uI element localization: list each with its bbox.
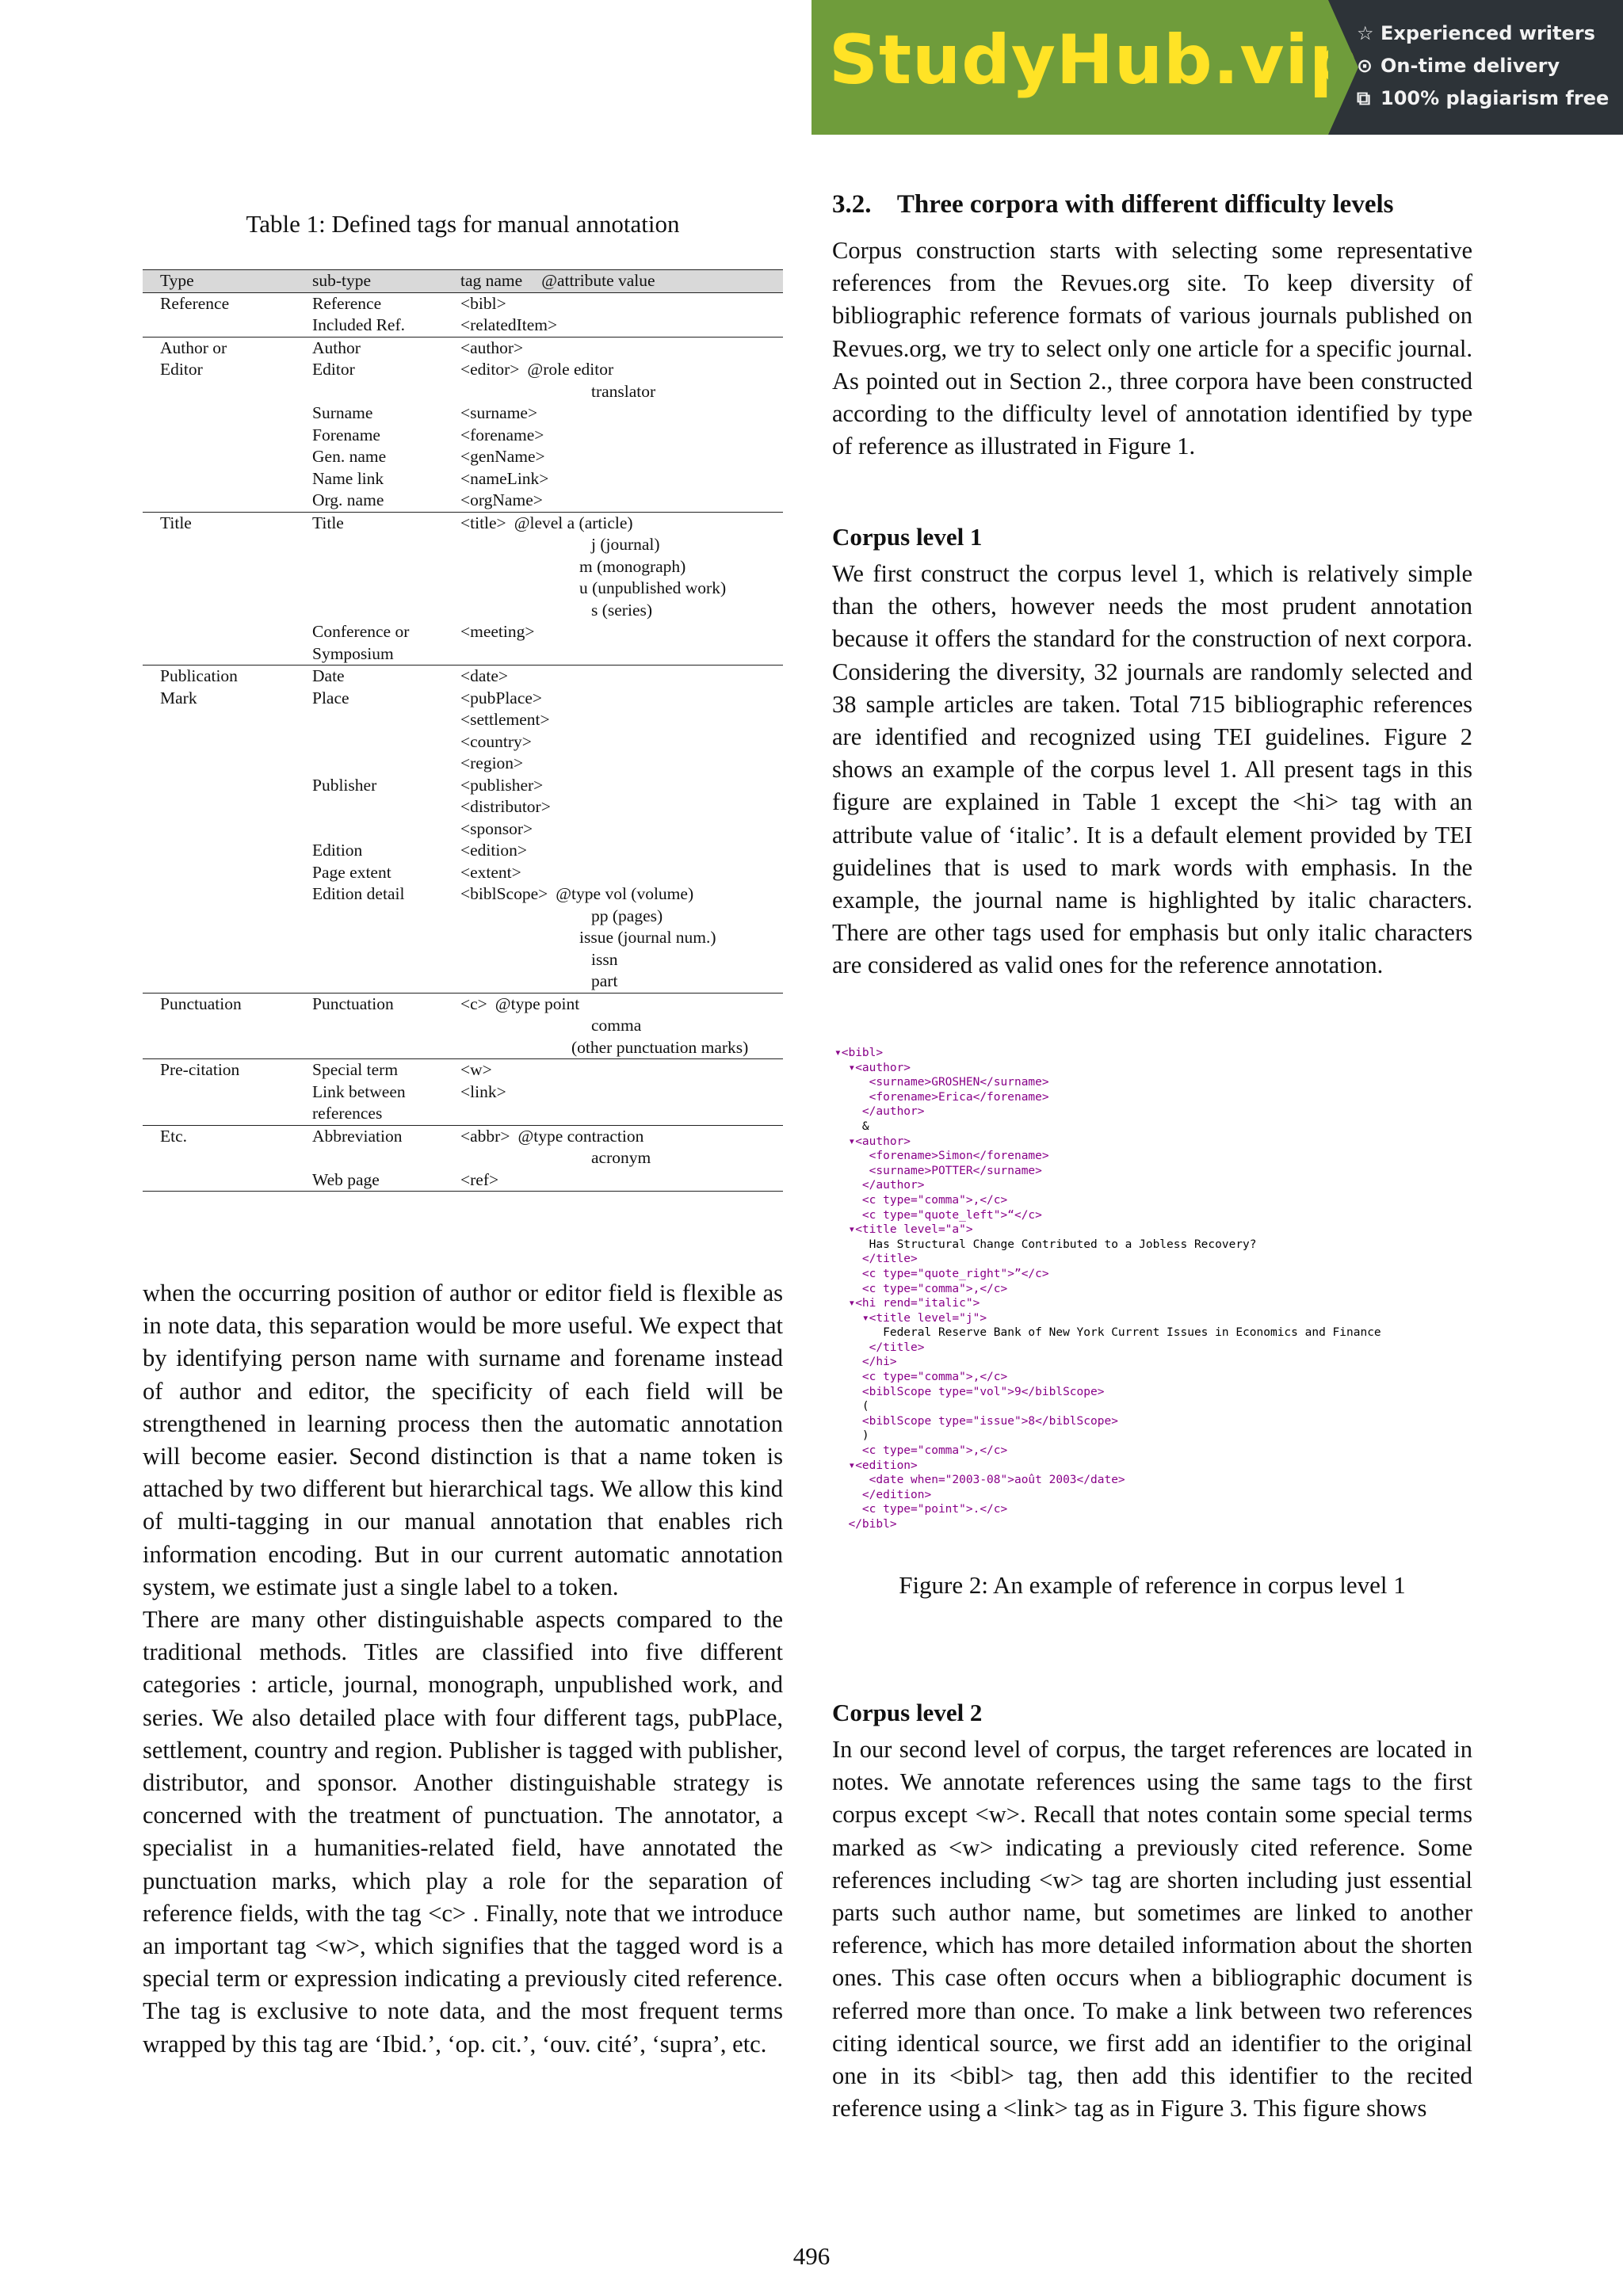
type-cell: Punctuation <box>143 993 295 1015</box>
table-row <box>143 621 783 643</box>
attribute-value: j (journal) <box>591 535 660 554</box>
tag-name: <pubPlace> <box>460 688 543 707</box>
subtype-cell: Date <box>295 666 443 688</box>
tag-cell <box>443 927 783 949</box>
tag-name: <edition> <box>460 841 527 860</box>
tag-cell <box>443 512 783 534</box>
table-header-cell: Type <box>143 270 295 293</box>
code-line: <biblScope type="vol">9</biblScope> <box>834 1385 1105 1398</box>
paragraph: when the occurring position of author or editor field is flexible as in note data, this separation would be more useful. We expect that by identifying person name with surname and forename instead of author and editor, the specificity of each field will be strengthened in learning process then the automatic annotation will become easier. Second distinction is that a name token is attached by two different but hierarchical tags. We allow this kind of multi-tagging in our manual annotation that enables rich information encoding. But in our current automatic annotation system, we estimate just a single label to a token. <box>143 1280 783 1600</box>
type-cell <box>143 818 295 841</box>
code-line: <c type="quote_right">”</c> <box>834 1267 1049 1280</box>
table-row <box>143 1037 783 1059</box>
subtype-cell <box>295 534 443 556</box>
code-line: <c type="comma">,</c> <box>834 1444 1008 1458</box>
tag-cell <box>443 425 783 447</box>
tag-name: <extent> <box>460 862 521 882</box>
type-cell <box>143 578 295 600</box>
code-line: ( <box>834 1400 869 1413</box>
subtype-cell <box>295 556 443 578</box>
tag-cell <box>443 840 783 862</box>
code-line: <date when="2003-08">août 2003</date> <box>834 1474 1125 1487</box>
feature-label: Experienced writers <box>1381 22 1595 44</box>
type-cell <box>143 468 295 490</box>
subtype-cell: Author <box>295 337 443 359</box>
section-heading: 3.2. Three corpora with different difficulty levels <box>832 190 1394 219</box>
tag-name: <surname> <box>460 403 538 422</box>
table-row <box>143 512 783 534</box>
attribute-value: part <box>591 971 618 990</box>
table-row <box>143 1169 783 1192</box>
type-cell: Pre-citation <box>143 1059 295 1081</box>
table-row <box>143 402 783 425</box>
tag-cell <box>443 731 783 753</box>
tag-name: <c> <box>460 994 487 1013</box>
table-header-cell: sub-type <box>295 270 443 293</box>
tag-name: <region> <box>460 753 524 772</box>
tag-name: <editor> <box>460 360 520 379</box>
code-line: ) <box>834 1429 869 1443</box>
subtype-cell <box>295 906 443 928</box>
table-row <box>143 775 783 797</box>
subtype-cell <box>295 1147 443 1169</box>
figure-caption: Figure 2: An example of reference in corpus level 1 <box>899 1571 1406 1599</box>
tag-cell <box>443 578 783 600</box>
tag-cell <box>443 993 783 1015</box>
type-cell <box>143 402 295 425</box>
code-line: Has Structural Change Contributed to a Jobless Recovery? <box>834 1238 1257 1251</box>
table-row <box>143 359 783 381</box>
tag-cell <box>443 883 783 906</box>
feature-item <box>1357 87 1609 109</box>
type-cell <box>143 971 295 993</box>
type-cell: Editor <box>160 360 203 379</box>
tag-cell <box>443 818 783 841</box>
table-row <box>143 1059 783 1081</box>
brand-logo: StudyHub.vip <box>829 21 1359 100</box>
tag-name: <forename> <box>460 425 544 444</box>
subtype-cell <box>295 1037 443 1059</box>
table-row <box>143 468 783 490</box>
tag-cell <box>443 753 783 775</box>
type-cell <box>143 381 295 403</box>
table-row <box>143 1103 783 1125</box>
tag-cell <box>443 666 783 688</box>
type-cell <box>143 862 295 884</box>
tag-cell <box>443 949 783 971</box>
table-row <box>143 731 783 753</box>
tag-cell <box>443 1125 783 1147</box>
type-cell <box>143 534 295 556</box>
type-cell <box>143 906 295 928</box>
tag-cell <box>443 796 783 818</box>
tag-cell <box>443 490 783 512</box>
tag-name: <meeting> <box>460 622 535 641</box>
subtype-cell: Title <box>295 512 443 534</box>
subtype-cell: Page extent <box>312 862 391 882</box>
code-line: & <box>834 1119 869 1133</box>
table-row <box>143 971 783 993</box>
table-row <box>143 578 783 600</box>
table-row <box>143 688 783 710</box>
tag-cell <box>443 381 783 403</box>
table-row <box>143 927 783 949</box>
subtype-cell: Publisher <box>312 775 377 795</box>
type-cell <box>143 927 295 949</box>
table-row <box>143 906 783 928</box>
attribute-value: @type vol (volume) <box>556 884 694 903</box>
subtype-cell: Punctuation <box>295 993 443 1015</box>
table-row <box>143 425 783 447</box>
tag-name: <relatedItem> <box>460 315 558 334</box>
tag-cell <box>443 468 783 490</box>
subtype-cell: Edition detail <box>312 884 405 903</box>
type-cell <box>143 753 295 775</box>
table-row <box>143 753 783 775</box>
star-icon: ☆ <box>1357 22 1374 44</box>
type-cell <box>143 883 295 906</box>
tag-cell <box>443 971 783 993</box>
right-intro <box>832 235 1472 463</box>
subtype-cell: Forename <box>312 425 380 444</box>
code-line: <c type="point">.</c> <box>834 1503 1008 1516</box>
attribute-value: s (series) <box>591 600 653 620</box>
tag-name: <sponsor> <box>460 818 533 838</box>
tag-cell <box>443 1147 783 1169</box>
table-row <box>143 1081 783 1104</box>
type-cell <box>143 1147 295 1169</box>
tag-name: <biblScope> <box>460 884 548 903</box>
tag-name: <settlement> <box>460 710 550 729</box>
attribute-value: comma <box>591 1016 642 1035</box>
left-column-body <box>143 1277 783 2061</box>
table-row <box>143 1147 783 1169</box>
tag-name: <bibl> <box>460 293 506 313</box>
attribute-value: @type point <box>495 994 580 1013</box>
type-cell <box>143 1037 295 1059</box>
code-line: <surname>POTTER</surname> <box>834 1164 1042 1177</box>
tag-name: <author> <box>460 338 524 357</box>
type-cell: Reference <box>160 293 230 313</box>
code-line: <biblScope type="issue">8</biblScope> <box>834 1414 1118 1428</box>
type-cell <box>143 1081 295 1104</box>
tag-name: <link> <box>460 1081 506 1101</box>
tag-cell <box>443 337 783 359</box>
code-line: <surname>GROSHEN</surname> <box>834 1076 1049 1089</box>
tag-cell <box>443 1059 783 1081</box>
table-caption: Table 1: Defined tags for manual annotation <box>246 210 680 238</box>
code-line: </author> <box>834 1105 925 1119</box>
subtype-cell <box>295 796 443 818</box>
subtype-cell: Conference or <box>312 622 410 641</box>
code-line: ▾<hi rend="italic"> <box>834 1297 980 1310</box>
tag-cell <box>443 1015 783 1037</box>
feature-item <box>1357 22 1595 44</box>
attribute-value: acronym <box>591 1148 651 1167</box>
code-line: </bibl> <box>834 1518 897 1531</box>
feature-label: On-time delivery <box>1381 55 1560 77</box>
code-line: </author> <box>834 1179 925 1192</box>
subtype-cell: Org. name <box>312 490 384 509</box>
code-line: ▾<title level="j"> <box>834 1311 987 1325</box>
type-cell <box>143 621 295 643</box>
subtype-cell: Editor <box>312 360 355 379</box>
table-row <box>143 1125 783 1147</box>
paragraph: There are many other distinguishable aspects compared to the traditional methods. Titles are classified into five different categories : article, journal, monograph, unpublished work, and series. We also detailed place with four different tags, pubPlace, settlement, country and region. Publisher is tagged with publisher, distributor, and sponsor. Another distinguishable strategy is concerned with the treatment of punctuation. The annotator, a specialist in a humanities-related field, have annotated the punctuation marks, which play a role for the separation of reference fields, with the tag <c> . Finally, note that we introduce an important tag <w>, which signifies that the tagged word is a special term or expression indicating a previously cited reference. The tag is exclusive to note data, and the most frequent terms wrapped by this tag are ‘Ibid.’, ‘op. cit.’, ‘ouv. cité’, ‘supra’, etc. <box>143 1606 783 2058</box>
tag-cell <box>443 862 783 884</box>
code-line: <c type="quote_left">“</c> <box>834 1208 1042 1222</box>
paragraph: Corpus construction starts with selecting some representative references from the Revues.org site. To keep diversity of bibliographic reference formats of various journals published on Revues.org, we try to select only one article for a specific journal. As pointed out in Section 2., three corpora have been constructed according to the difficulty level of annotation identified by type of reference as illustrated in Figure 1. <box>832 237 1472 460</box>
type-cell <box>143 775 295 797</box>
table-row <box>143 862 783 884</box>
table-row <box>143 818 783 841</box>
table-row <box>143 796 783 818</box>
subtype-cell <box>295 927 443 949</box>
page-number: 496 <box>792 2242 831 2270</box>
tag-cell <box>443 775 783 797</box>
tag-cell <box>443 292 783 315</box>
corpus2-heading: Corpus level 2 <box>832 1699 983 1726</box>
attribute-value: pp (pages) <box>591 906 663 925</box>
type-cell <box>143 446 295 468</box>
code-line: <c type="comma">,</c> <box>834 1371 1008 1384</box>
code-line: </hi> <box>834 1356 897 1369</box>
type-cell <box>143 1103 295 1125</box>
attribute-value: m (monograph) <box>579 556 686 576</box>
subtype-cell: Symposium <box>312 643 394 663</box>
subtype-cell: Special term <box>295 1059 443 1081</box>
code-line: <forename>Simon</forename> <box>834 1150 1049 1163</box>
code-line: ▾<title level="a"> <box>834 1223 973 1237</box>
tag-cell <box>443 1037 783 1059</box>
table-row <box>143 600 783 622</box>
code-line: </title> <box>834 1341 925 1354</box>
subtype-cell: Name link <box>312 468 384 488</box>
subtype-cell: Web page <box>295 1169 443 1192</box>
tags-table <box>143 269 783 1192</box>
tag-cell <box>443 534 783 556</box>
type-cell <box>143 556 295 578</box>
brand-panel <box>812 0 1359 135</box>
ad-banner[interactable] <box>812 0 1623 135</box>
tag-name: <country> <box>460 731 532 751</box>
subtype-cell: Surname <box>312 403 373 422</box>
code-line: Federal Reserve Bank of New York Current Issues in Economics and Finance <box>834 1326 1381 1340</box>
document-icon: ⧉ <box>1357 87 1371 109</box>
tag-name: <publisher> <box>460 775 544 795</box>
code-line: ▾<edition> <box>834 1459 918 1472</box>
tag-name: <ref> <box>460 1169 499 1189</box>
code-line: <c type="comma">,</c> <box>834 1282 1008 1295</box>
tag-name: <genName> <box>460 447 545 466</box>
subtype-cell: Reference <box>312 293 382 313</box>
type-cell <box>143 949 295 971</box>
subtype-cell <box>295 709 443 731</box>
code-line: ▾<author> <box>834 1135 911 1148</box>
table-row <box>143 534 783 556</box>
attribute-value: @type contraction <box>517 1126 644 1146</box>
attribute-value: (other punctuation marks) <box>571 1037 749 1057</box>
tag-cell <box>443 1081 783 1104</box>
corpus2-body <box>832 1733 1472 2125</box>
paragraph: We first construct the corpus level 1, which is relatively simple than the others, however needs the most prudent annotation because it offers the standard for the construction of next corpora. Considering the diversity, 32 journals are randomly selected and 38 sample articles are taken. Total 715 bibliographic references are identified and recognized using TEI guidelines. Figure 2 shows an example of the corpus level 1. All present tags in this figure are explained in Table 1 except the <hi> tag with an attribute value of ‘italic’. It is a default element provided by TEI guidelines that is used to mark words with emphasis. In the example, the journal name is highlighted by italic characters. There are other tags used for emphasis but only italic characters are considered as valid ones for the reference annotation. <box>832 560 1472 979</box>
type-cell <box>143 1015 295 1037</box>
tag-cell <box>443 709 783 731</box>
table-row <box>143 337 783 359</box>
type-cell <box>143 840 295 862</box>
attribute-value: translator <box>591 381 656 401</box>
table-header-cell <box>443 270 783 293</box>
type-cell: Etc. <box>143 1125 295 1147</box>
type-cell <box>143 425 295 447</box>
type-cell <box>143 1169 295 1192</box>
subtype-cell <box>295 381 443 403</box>
type-cell: Title <box>143 512 295 534</box>
tag-cell <box>443 600 783 622</box>
tag-cell <box>443 402 783 425</box>
tag-name: <title> <box>460 513 506 532</box>
type-cell <box>143 731 295 753</box>
type-cell: Publication <box>143 666 295 688</box>
tag-name: <orgName> <box>460 490 543 509</box>
type-cell: Mark <box>160 688 197 707</box>
header-tag-name: tag name <box>460 271 523 290</box>
subtype-cell <box>295 818 443 841</box>
paragraph: In our second level of corpus, the target references are located in notes. We annotate references using the same tags to the first corpus except <w>. Recall that notes contain some special terms marked as <w> indicating a previously cited reference. Some references including <w> tag are shorten including just essential parts such author name, but sometimes are linked to another reference, which has more detailed information about the shorten ones. This case often occurs when a bibliographic document is referred more than once. To make a link between two references citing identical source, we first add an identifier to the original one in its <bibl> tag, then add this identifier to the recited reference using a <link> tag as in Figure 3. This figure shows <box>832 1736 1472 2122</box>
table-row <box>143 993 783 1015</box>
corpus1-body <box>832 558 1472 982</box>
tag-cell <box>443 446 783 468</box>
attribute-value: @role editor <box>527 360 614 379</box>
clock-icon: ⊙ <box>1357 55 1373 77</box>
subtype-cell <box>295 731 443 753</box>
subtype-cell: Abbreviation <box>295 1125 443 1147</box>
table-header-row <box>143 270 783 293</box>
subtype-cell: Edition <box>312 841 363 860</box>
table-row <box>143 490 783 512</box>
feature-item <box>1357 55 1560 77</box>
tag-name: <nameLink> <box>460 468 549 488</box>
table-row <box>143 1015 783 1037</box>
code-line: <forename>Erica</forename> <box>834 1090 1049 1104</box>
table-row <box>143 643 783 666</box>
table-row <box>143 381 783 403</box>
code-line: ▾<bibl> <box>834 1047 884 1059</box>
attribute-value: u (unpublished work) <box>579 578 727 597</box>
subtype-cell <box>295 600 443 622</box>
subtype-cell: Included Ref. <box>312 315 406 334</box>
subtype-cell: Gen. name <box>312 447 387 466</box>
code-line: <c type="comma">,</c> <box>834 1193 1008 1207</box>
subtype-cell: Link between <box>312 1081 406 1101</box>
subtype-cell <box>295 949 443 971</box>
table-row <box>143 883 783 906</box>
tag-name: <abbr> <box>460 1126 510 1146</box>
subtype-cell: Place <box>312 688 349 707</box>
tag-cell <box>443 643 783 666</box>
tag-cell <box>443 688 783 710</box>
table-row <box>143 446 783 468</box>
tag-cell <box>443 315 783 337</box>
tag-cell <box>443 906 783 928</box>
tag-cell <box>443 359 783 381</box>
tag-cell <box>443 1169 783 1192</box>
type-cell <box>143 600 295 622</box>
subtype-cell <box>295 971 443 993</box>
table-row <box>143 315 783 337</box>
subtype-cell <box>295 753 443 775</box>
type-cell: Author or <box>143 337 295 359</box>
type-cell <box>143 709 295 731</box>
tag-name: <w> <box>460 1060 492 1079</box>
xml-figure <box>834 1046 1484 1532</box>
feature-label: 100% plagiarism free <box>1381 87 1610 109</box>
attribute-value: issue (journal num.) <box>579 928 716 947</box>
subtype-cell <box>295 578 443 600</box>
subtype-cell: references <box>312 1104 383 1123</box>
table-row <box>143 666 783 688</box>
tag-name: <date> <box>460 666 509 685</box>
corpus1-heading: Corpus level 1 <box>832 523 983 551</box>
subtype-cell <box>295 1015 443 1037</box>
type-cell <box>143 643 295 666</box>
code-line: </title> <box>834 1253 918 1266</box>
attribute-value: @level a (article) <box>514 513 633 532</box>
tag-name: <distributor> <box>460 797 551 816</box>
table-row <box>143 292 783 315</box>
brand-arrow <box>1328 0 1358 135</box>
tag-cell <box>443 621 783 643</box>
code-line: ▾<author> <box>834 1061 911 1074</box>
table-row <box>143 840 783 862</box>
type-cell <box>143 796 295 818</box>
table-row <box>143 556 783 578</box>
tag-cell <box>443 556 783 578</box>
header-attribute: @attribute value <box>541 271 655 290</box>
table-row <box>143 709 783 731</box>
attribute-value: issn <box>591 949 618 969</box>
type-cell <box>143 490 295 512</box>
type-cell <box>143 315 295 337</box>
code-line: </edition> <box>834 1488 932 1501</box>
table-row <box>143 949 783 971</box>
tag-cell <box>443 1103 783 1125</box>
